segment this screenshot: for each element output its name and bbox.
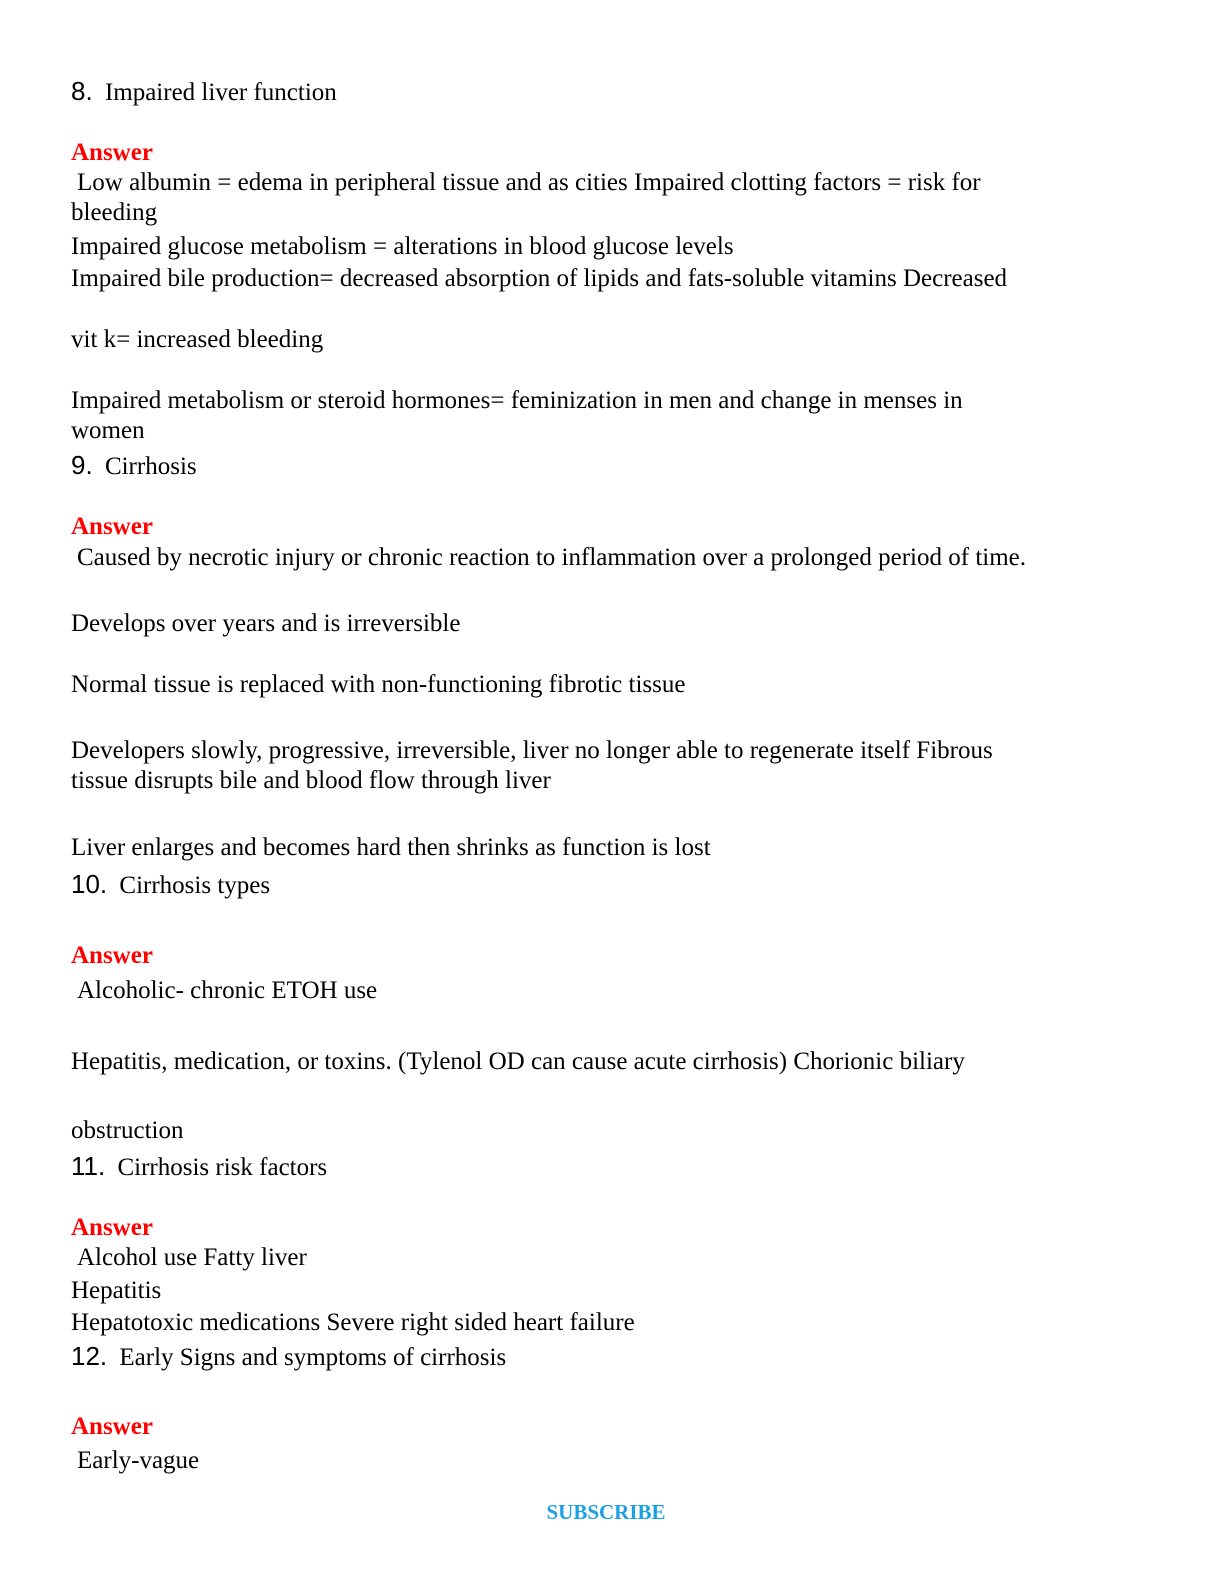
question-number: 12. — [71, 1341, 108, 1371]
question-text: Cirrhosis — [104, 453, 197, 480]
question-number: 11. — [71, 1151, 106, 1181]
question-number: 8. — [71, 76, 93, 106]
question-number: 9. — [71, 450, 93, 480]
answer-line: Alcoholic- chronic ETOH use — [77, 977, 378, 1004]
answer-line: Alcohol use Fatty liver — [77, 1244, 307, 1271]
answer-label: Answer — [71, 139, 153, 166]
answer-line: Low albumin = edema in peripheral tissue and as cities Impaired clotting factors = risk for — [77, 169, 981, 196]
answer-line: vit k= increased bleeding — [71, 326, 324, 353]
question-text: Early Signs and symptoms of cirrhosis — [119, 1344, 507, 1371]
answer-line: Hepatitis — [71, 1277, 162, 1304]
answer-line: Liver enlarges and becomes hard then shrinks as function is lost — [71, 834, 711, 861]
question-8 — [71, 76, 337, 108]
answer-label: Answer — [71, 1214, 153, 1241]
question-11 — [71, 1151, 327, 1183]
question-12 — [71, 1341, 506, 1373]
answer-line: Developers slowly, progressive, irreversible, liver no longer able to regenerate itself Fibrous — [71, 737, 993, 764]
answer-line: bleeding — [71, 199, 158, 226]
answer-label: Answer — [71, 942, 153, 969]
answer-line: women — [71, 417, 145, 444]
answer-line: Early-vague — [77, 1447, 200, 1474]
question-number: 10. — [71, 869, 108, 899]
answer-line: Hepatotoxic medications Severe right sided heart failure — [71, 1309, 635, 1336]
answer-line: Impaired glucose metabolism = alterations in blood glucose levels — [71, 233, 734, 260]
question-text: Cirrhosis risk factors — [117, 1154, 328, 1181]
question-text: Impaired liver function — [104, 79, 337, 106]
answer-line: Impaired metabolism or steroid hormones= feminization in men and change in menses in — [71, 387, 963, 414]
answer-label: Answer — [71, 1413, 153, 1440]
answer-line: Develops over years and is irreversible — [71, 610, 461, 637]
answer-line: Impaired bile production= decreased absorption of lipids and fats-soluble vitamins Decreased — [71, 265, 1008, 292]
answer-line: Hepatitis, medication, or toxins. (Tylenol OD can cause acute cirrhosis) Chorionic biliary — [71, 1048, 965, 1075]
answer-line: Normal tissue is replaced with non-functioning fibrotic tissue — [71, 671, 686, 698]
question-9 — [71, 450, 197, 482]
answer-line: tissue disrupts bile and blood flow through liver — [71, 767, 551, 794]
subscribe-link[interactable]: SUBSCRIBE — [546, 1500, 666, 1524]
question-text: Cirrhosis types — [119, 872, 271, 899]
question-10 — [71, 869, 270, 901]
answer-line: obstruction — [71, 1117, 184, 1144]
answer-label: Answer — [71, 513, 153, 540]
answer-line: Caused by necrotic injury or chronic reaction to inflammation over a prolonged period of time. — [77, 544, 1027, 571]
